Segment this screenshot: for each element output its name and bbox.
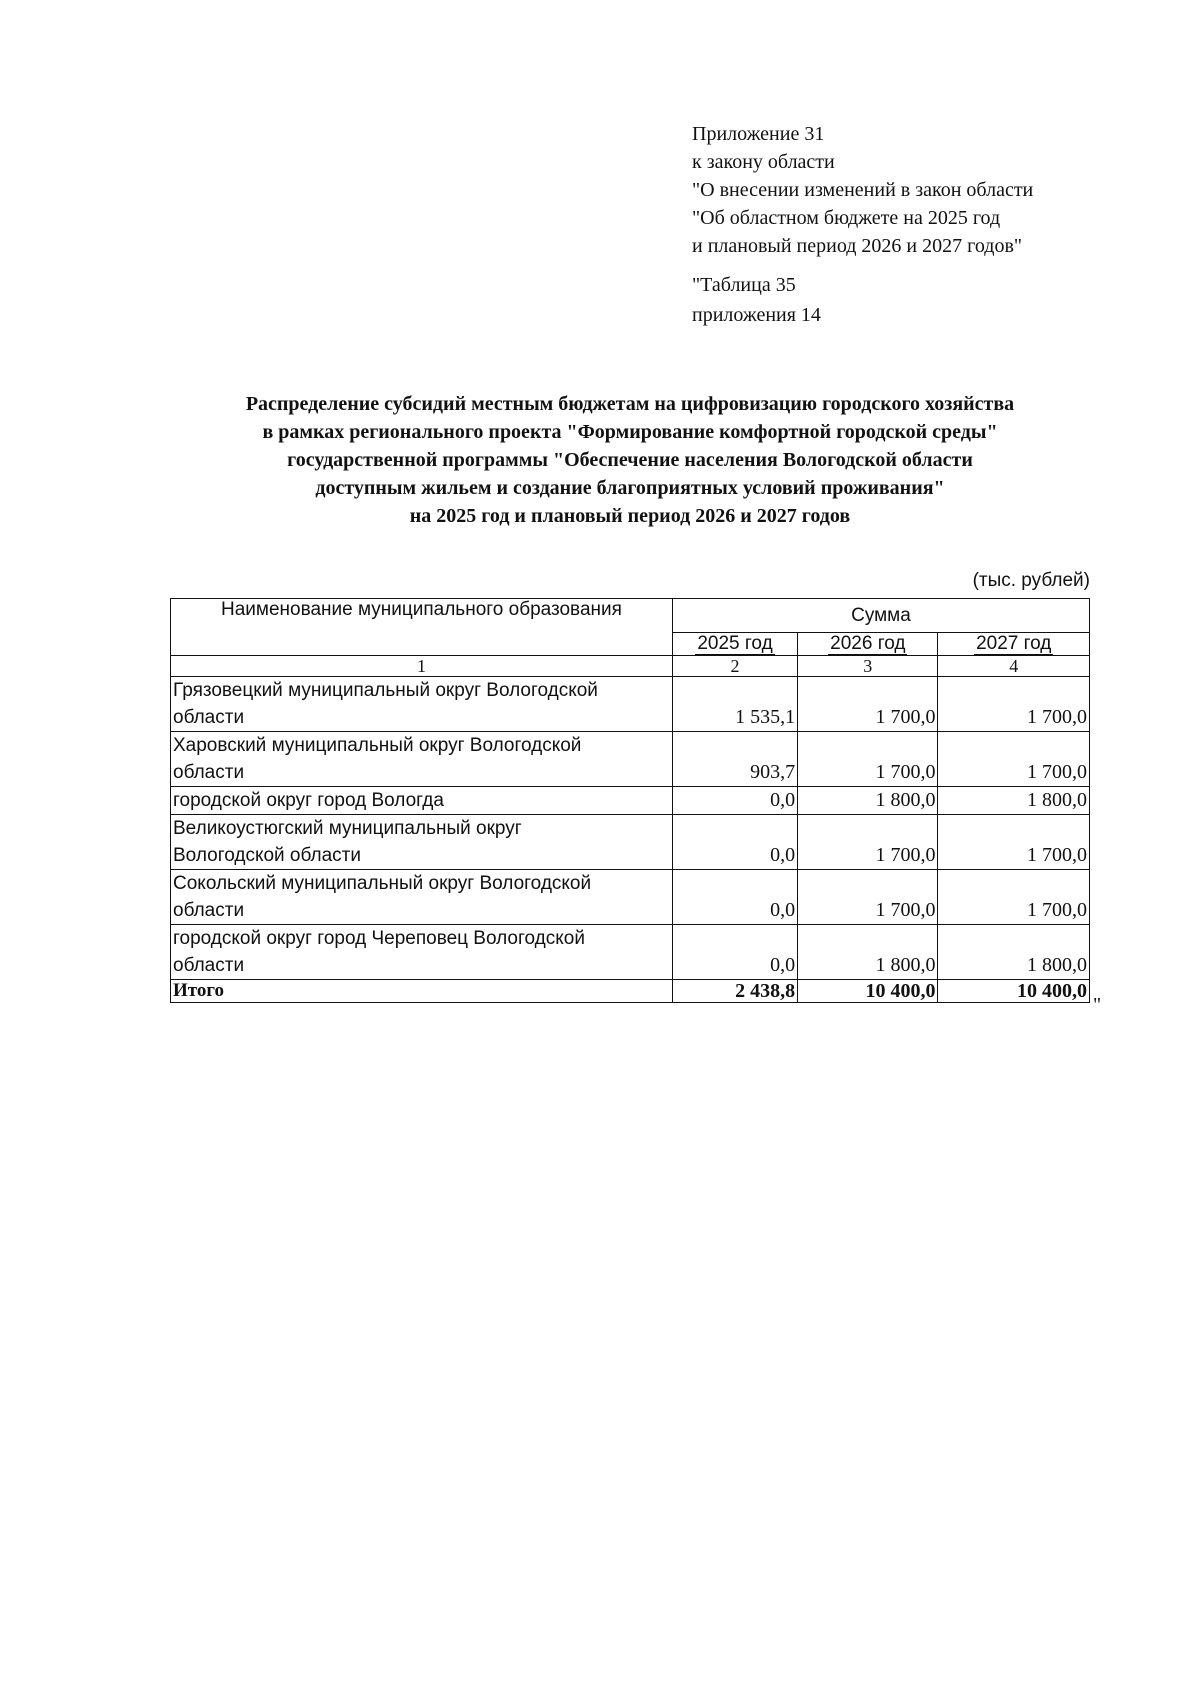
value-2026: 1 800,0 [798,925,938,980]
name-line: области [173,707,245,728]
appendix-line: и плановый период 2026 и 2027 годов" [692,235,1023,257]
value-2026: 1 800,0 [798,787,938,815]
municipality-name [171,815,673,870]
header-year-label: 2026 год [830,633,906,654]
title-line: государственной программы "Обеспечение населения Вологодской области [287,449,973,471]
header-year-2025 [672,633,797,656]
header-sum: Сумма [672,599,1089,633]
total-2026: 10 400,0 [798,980,938,1003]
value-2025: 0,0 [672,815,797,870]
table-row [171,677,1090,732]
name-line: области [173,762,245,783]
header-year-label: 2027 год [976,633,1052,654]
value-2025: 0,0 [672,925,797,980]
table-ref-line: "Таблица 35 [692,274,796,296]
municipality-name [171,732,673,787]
table-reference [692,270,821,330]
value-2027: 1 800,0 [938,787,1090,815]
value-2027: 1 800,0 [938,925,1090,980]
table-row [171,787,1090,815]
value-2025: 1 535,1 [672,677,797,732]
value-2027: 1 700,0 [938,732,1090,787]
name-line: Харовский муниципальный округ Вологодской [173,735,582,756]
header-year-label: 2025 год [697,633,773,654]
total-2027: 10 400,0 [938,980,1090,1003]
value-2027: 1 700,0 [938,870,1090,925]
total-2025: 2 438,8 [672,980,797,1003]
title-line: Распределение субсидий местным бюджетам на цифровизацию городского хозяйства [245,393,1015,415]
header-year-2027 [938,633,1090,656]
name-line: Вологодской области [173,845,361,866]
subsidy-table [170,598,1090,1003]
name-line: области [173,900,245,921]
municipality-name [171,787,673,815]
appendix-line: Приложение 31 [692,123,825,145]
name-line: Грязовецкий муниципальный округ Вологодской [173,680,598,701]
col-number: 4 [938,656,1090,677]
document-title [130,390,1130,530]
name-line: Великоустюгский муниципальный округ [173,818,522,839]
col-number: 1 [171,656,673,677]
table-row [171,870,1090,925]
title-line: доступным жильем и создание благоприятных условий проживания" [315,477,945,499]
name-line: области [173,955,245,976]
municipality-name [171,925,673,980]
appendix-line: "Об областном бюджете на 2025 год [692,207,1001,229]
appendix-header [692,120,1033,260]
value-2025: 0,0 [672,870,797,925]
municipality-name [171,677,673,732]
value-2026: 1 700,0 [798,815,938,870]
title-line: на 2025 год и плановый период 2026 и 2027 годов [409,505,851,527]
appendix-line: к закону области [692,151,835,173]
value-2026: 1 700,0 [798,732,938,787]
municipality-name [171,870,673,925]
value-2026: 1 700,0 [798,870,938,925]
header-name: Наименование муниципального образования [171,599,673,656]
appendix-line: "О внесении изменений в закон области [692,179,1034,201]
name-line: Сокольский муниципальный округ Вологодской [173,873,592,894]
table-row [171,732,1090,787]
total-label: Итого [171,980,673,1003]
value-2025: 0,0 [672,787,797,815]
value-2025: 903,7 [672,732,797,787]
table-ref-line: приложения 14 [692,304,821,326]
value-2027: 1 700,0 [938,815,1090,870]
value-2026: 1 700,0 [798,677,938,732]
col-number: 2 [672,656,797,677]
table-row [171,925,1090,980]
header-year-2026 [798,633,938,656]
closing-quote: " [1093,994,1102,1016]
units-label: (тыс. рублей) [972,570,1090,591]
total-row [171,980,1090,1003]
name-line: городской округ город Вологда [173,790,444,811]
name-line: городской округ город Череповец Вологодской [173,928,585,949]
value-2027: 1 700,0 [938,677,1090,732]
col-number: 3 [798,656,938,677]
table-row [171,815,1090,870]
title-line: в рамках регионального проекта "Формирование комфортной городской среды" [262,421,998,443]
